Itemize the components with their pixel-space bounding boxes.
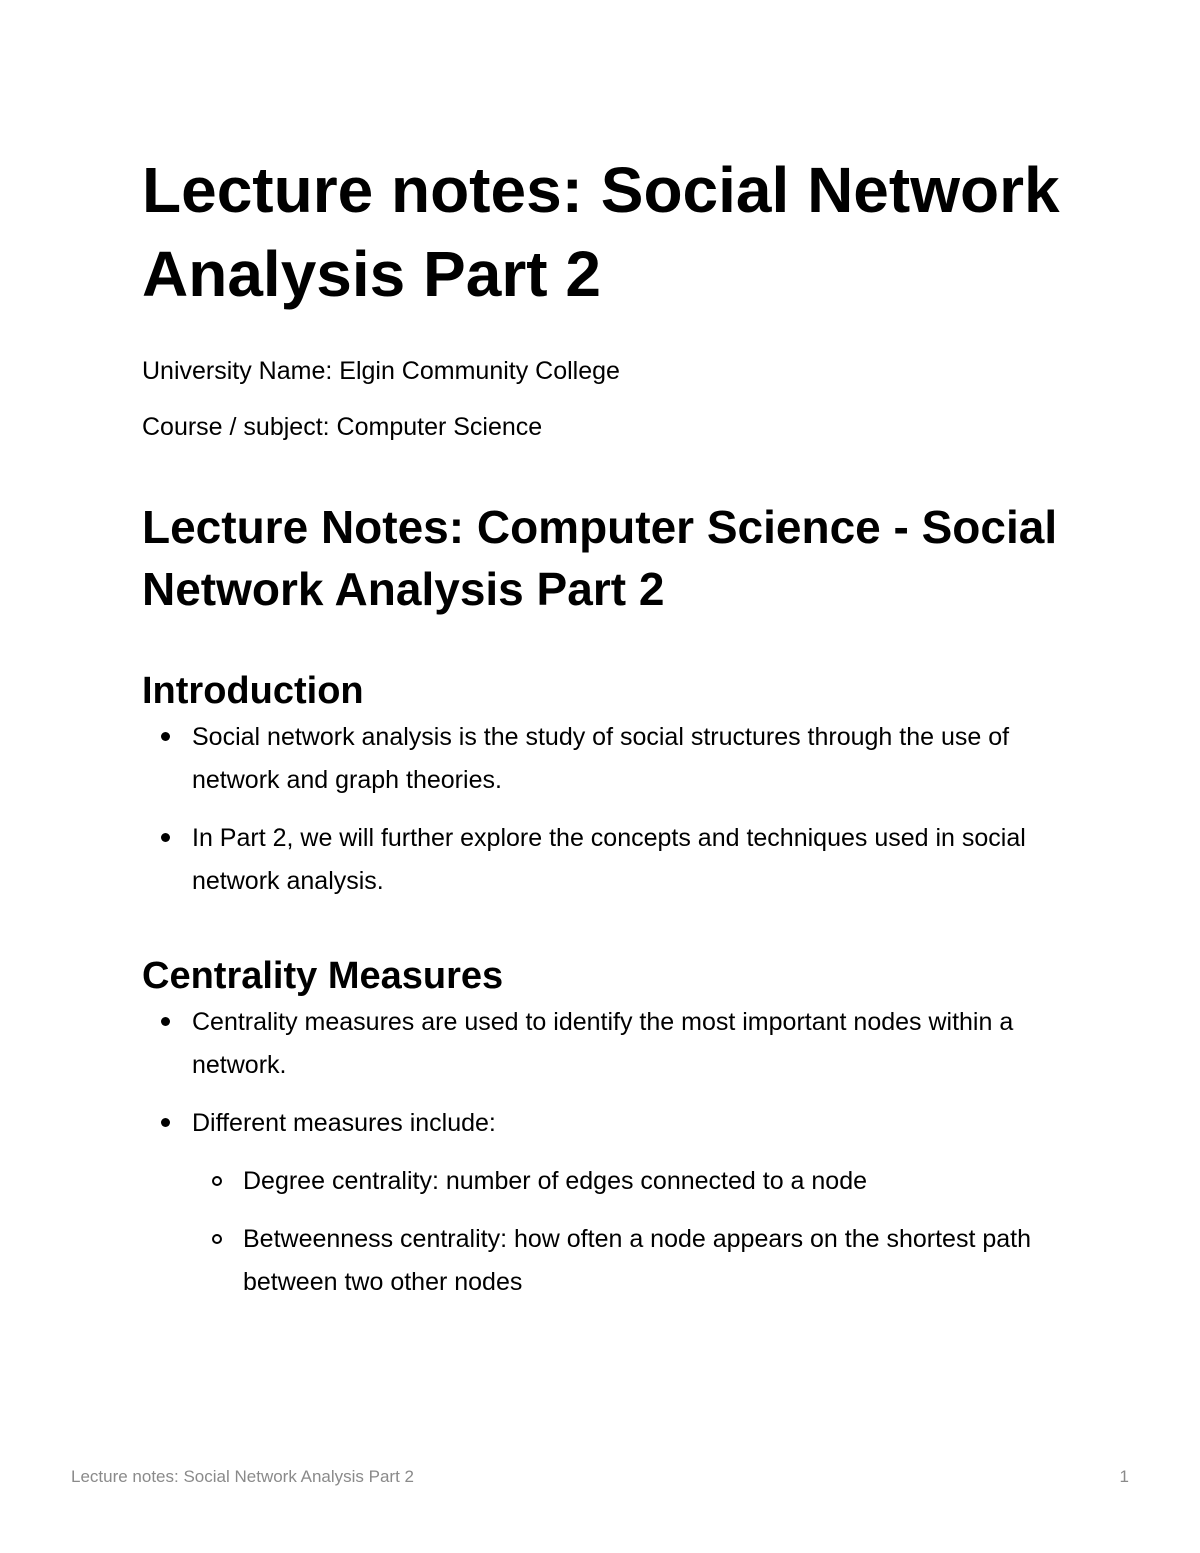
list-item: Social network analysis is the study of social structures through the use of network and graph theories. — [142, 716, 1062, 802]
section-introduction — [142, 666, 1062, 903]
measures-sublist — [192, 1160, 1062, 1304]
section-heading-introduction: Introduction — [142, 670, 364, 712]
lecture-heading: Lecture Notes: Computer Science - Social Network Analysis Part 2 — [142, 501, 1058, 615]
list-item — [142, 1102, 1062, 1304]
section-heading-centrality-measures: Centrality Measures — [142, 955, 504, 997]
list-item-label: Different measures include: — [192, 1109, 496, 1137]
centrality-list — [142, 1001, 1062, 1304]
university-line: University Name: Elgin Community College — [142, 357, 620, 385]
course-line: Course / subject: Computer Science — [142, 413, 543, 441]
page-number: 1 — [1119, 1467, 1129, 1486]
footer-title: Lecture notes: Social Network Analysis Part 2 — [71, 1467, 414, 1486]
sub-list-item: Degree centrality: number of edges connected to a node — [192, 1160, 1062, 1203]
sub-list-item: Betweenness centrality: how often a node appears on the shortest path between two other nodes — [192, 1218, 1062, 1304]
list-item: In Part 2, we will further explore the concepts and techniques used in social network analysis. — [142, 817, 1062, 903]
page-content — [142, 148, 1062, 1304]
section-centrality-measures — [142, 951, 1062, 1304]
introduction-list — [142, 716, 1062, 903]
document-title: Lecture notes: Social Network Analysis Part 2 — [142, 154, 1060, 310]
list-item: Centrality measures are used to identify the most important nodes within a network. — [142, 1001, 1062, 1087]
